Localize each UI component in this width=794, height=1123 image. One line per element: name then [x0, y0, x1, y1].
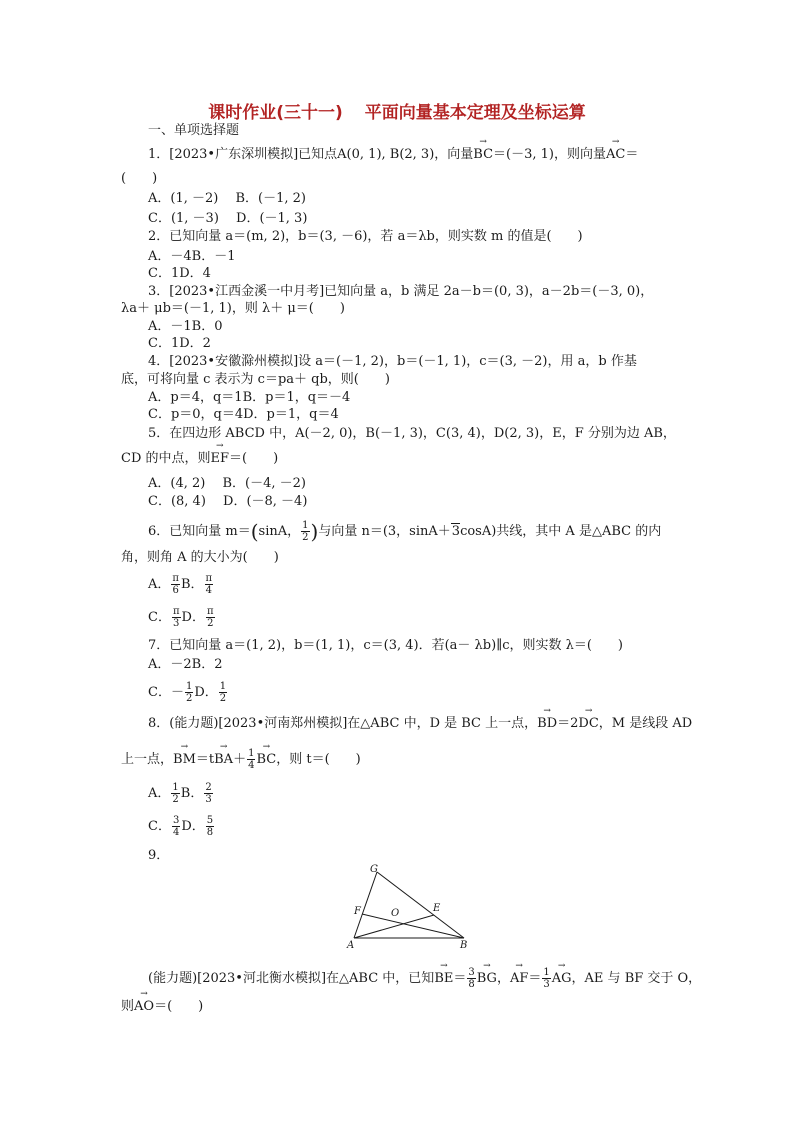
question-7-options-ab: A．－2B．2	[148, 657, 223, 672]
question-9: (能力题)[2023•河北衡水模拟]在△ABC 中，已知→ BE＝ $\frac{3}{8}$ → BG，→ AF＝ $\frac{1}{3}$ → AG，AE 与 BF 交于 O，	[148, 967, 701, 990]
section-heading: 一、单项选择题	[148, 123, 240, 138]
triangle-figure	[340, 862, 480, 952]
question-1: 1．[2023•广东深圳模拟]已知点A(0, 1), B(2, 3)，向量→ BC＝(－3, 1)，则向量→ AC＝	[148, 147, 638, 163]
question-6-options-ab: A． $\frac{\pi}{6}$ B． $\frac{\pi}{4}$	[148, 573, 213, 596]
question-3-line2: λa＋ μb＝(－1, 1)，则 λ＋ μ＝( )	[121, 301, 345, 316]
label-b: B	[460, 940, 468, 951]
question-4-options-ab: A．p＝4，q＝1B．p＝1，q＝－4	[148, 390, 351, 405]
question-3-options-ab: A．－1B．0	[148, 319, 223, 334]
question-5-options-cd: C．(8, 4) D．(－8, －4)	[148, 494, 308, 509]
question-5-line2: CD 的中点，则→ EF＝( )	[121, 451, 278, 467]
question-3: 3．[2023•江西金溪一中月考]已知向量 a，b 满足 2a－b＝(0, 3)，a－2b＝(－3, 0)，	[148, 284, 654, 299]
question-7-options-cd: C．－ $\frac{1}{2}$ D． $\frac{1}{2}$	[148, 681, 227, 704]
question-2-options-ab: A．－4B．－1	[148, 249, 236, 264]
question-9-line2: 则→ AO＝( )	[121, 999, 203, 1015]
segment-ag	[354, 872, 377, 938]
question-2-options-cd: C．1D．4	[148, 266, 211, 281]
question-8: 8．(能力题)[2023•河南郑州模拟]在△ABC 中，D 是 BC 上一点，→ BD＝2→ DC，M 是线段 AD	[148, 716, 692, 732]
question-8-options-cd: C． $\frac{3}{4}$ D． $\frac{5}{8}$	[148, 815, 214, 838]
question-1-paren: ( )	[121, 171, 158, 186]
question-1-options-ab: A．(1, －2) B．(－1, 2)	[148, 191, 306, 206]
question-8-options-ab: A． $\frac{1}{2}$ B． $\frac{2}{3}$	[148, 782, 212, 805]
question-5: 5．在四边形 ABCD 中，A(－2, 0)，B(－1, 3)，C(3, 4)，D(2, 3)，E，F 分别为边 AB，	[148, 426, 676, 441]
question-7: 7．已知向量 a＝(1, 2)，b＝(1, 1)，c＝(3, 4)．若(a－ λb)∥c，则实数 λ＝( )	[148, 638, 623, 653]
question-8-line2: 上一点，→ BM＝t→ BA＋ $\frac{1}{4}$ → BC，则 t＝( )	[121, 748, 361, 771]
question-5-options-ab: A．(4, 2) B．(－4, －2)	[148, 476, 306, 491]
question-4-options-cd: C．p＝0，q＝4D．p＝1，q＝4	[148, 407, 339, 422]
label-o: O	[391, 908, 400, 919]
page-title: 课时作业(三十一) 平面向量基本定理及坐标运算	[208, 103, 586, 123]
label-a: A	[347, 940, 355, 951]
question-6-options-cd: C． $\frac{\pi}{3}$ D． $\frac{\pi}{2}$	[148, 606, 214, 629]
question-6: 6．已知向量 m＝(sinA， $\frac{1}{2}$ )与向量 n＝(3，sinA＋3cosA)共线，其中 A 是△ABC 的内	[148, 519, 662, 544]
question-4-line2: 底，可将向量 c 表示为 c＝pa＋ qb，则( )	[121, 372, 390, 387]
question-6-line2: 角，则角 A 的大小为( )	[121, 550, 279, 565]
question-4: 4．[2023•安徽滁州模拟]设 a＝(－1, 2)，b＝(－1, 1)，c＝(3, －2)，用 a，b 作基	[148, 354, 637, 369]
question-3-options-cd: C．1D．2	[148, 336, 211, 351]
label-e: E	[433, 903, 441, 914]
question-2: 2．已知向量 a＝(m, 2)，b＝(3, －6)，若 a＝λb，则实数 m 的值是( )	[148, 229, 583, 244]
label-f: F	[354, 906, 361, 917]
question-1-options-cd: C．(1, －3) D．(－1, 3)	[148, 211, 308, 226]
label-g: G	[370, 864, 378, 875]
question-9-number: 9．	[148, 848, 170, 863]
